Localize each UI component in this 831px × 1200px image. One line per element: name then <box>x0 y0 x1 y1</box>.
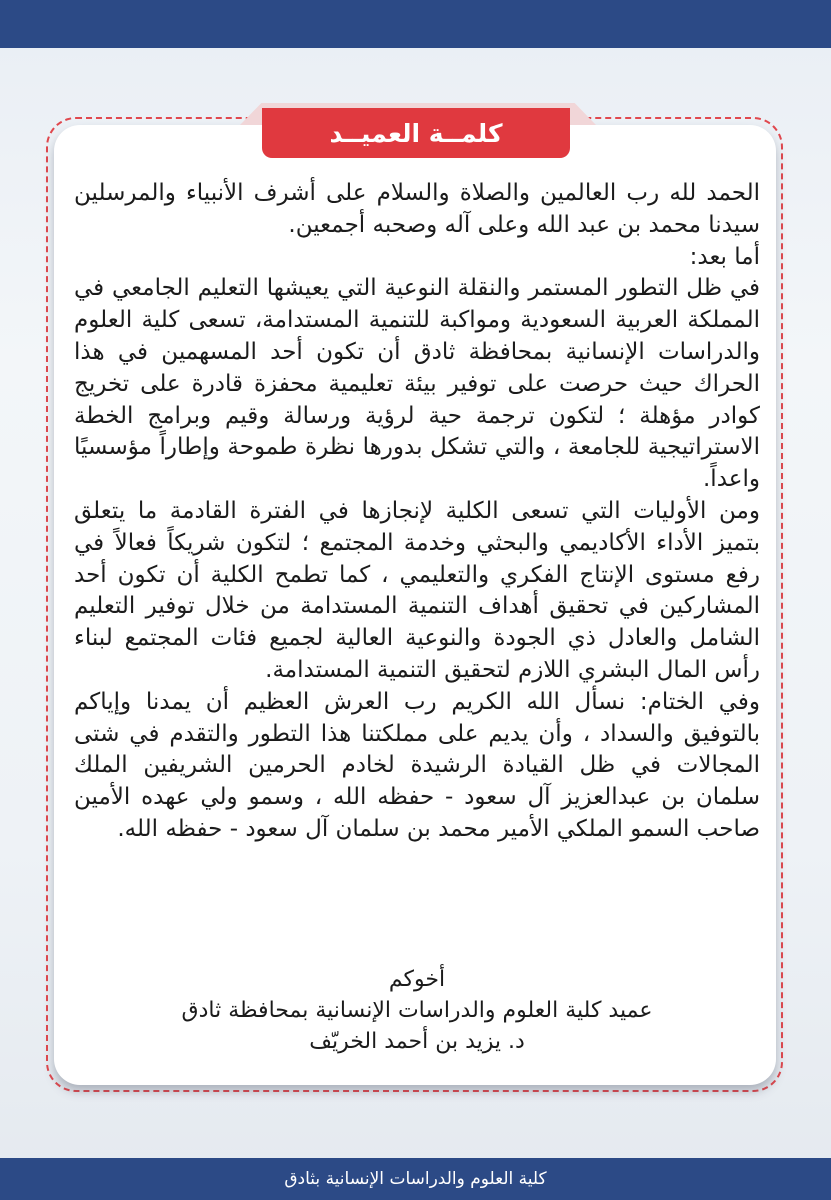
paragraph-salutation: أما بعد: <box>689 243 760 270</box>
paragraph-priorities: ومن الأوليات التي تسعى الكلية لإنجازها في الفترة القادمة ما يتعلق بتميز الأداء الأكاديمي والبحثي وخدمة المجتمع ؛ لتكون شريكاً فعالاً في رفع مستوى الإنتاج الفكري والتعليمي ، كما تطمح الكلية أن تكون أحد المشاركين في تحقيق أهداف التنمية المستدامة من خلال توفير التعليم الشامل والعادل ذي الجودة والنوعية العالية لجميع فئات المجتمع لبناء رأس المال البشري اللازم لتحقيق التنمية المستدامة. <box>74 497 760 683</box>
signature-closing: أخوكم <box>388 967 446 992</box>
footer-text: كلية العلوم والدراسات الإنسانية بثادق <box>284 1169 547 1189</box>
paragraph-vision: في ظل التطور المستمر والنقلة النوعية التي يعيشها التعليم الجامعي في المملكة العربية السعودية ومواكبة للتنمية المستدامة، تسعى كلية العلوم والدراسات الإنسانية بمحافظة ثادق أن تكون أحد المسهمين في هذا الحراك حيث حرصت على توفير بيئة تعليمية محفزة قادرة على تخريج كوادر مؤهلة ؛ لتكون ترجمة حية لرؤية ورسالة وقيم وبرامج الخطة الاستراتيجية للجامعة ، والتي تشكل بدورها نظرة طموحة وإطاراً مؤسسيًا واعداً. <box>74 275 760 493</box>
signature-position: عميد كلية العلوم والدراسات الإنسانية بمحافظة ثادق <box>181 998 653 1023</box>
message-body <box>74 178 760 846</box>
footer-banner <box>0 1158 831 1200</box>
paragraph-opening: الحمد لله رب العالمين والصلاة والسلام على أشرف الأنبياء والمرسلين سيدنا محمد بن عبد الله وعلى آله وصحبه أجمعين. <box>74 180 760 238</box>
signature-block <box>74 964 760 1057</box>
paragraph-closing: وفي الختام: نسأل الله الكريم رب العرش العظيم أن يمدنا وإياكم بالتوفيق والسداد ، وأن يديم على مملكتنا هذا التطور والتقدم في شتى المجالات في ظل القيادة الرشيدة لخادم الحرمين الشريفين الملك سلمان بن عبدالعزيز آل سعود - حفظه الله ، وسمو ولي عهده الأمين صاحب السمو الملكي الأمير محمد بن سلمان آل سعود - حفظه الله. <box>74 688 760 842</box>
signature-name: د. يزيد بن أحمد الخريّف <box>309 1029 525 1054</box>
page-title: كلمــة العميــد <box>262 108 570 158</box>
top-banner <box>0 0 831 48</box>
